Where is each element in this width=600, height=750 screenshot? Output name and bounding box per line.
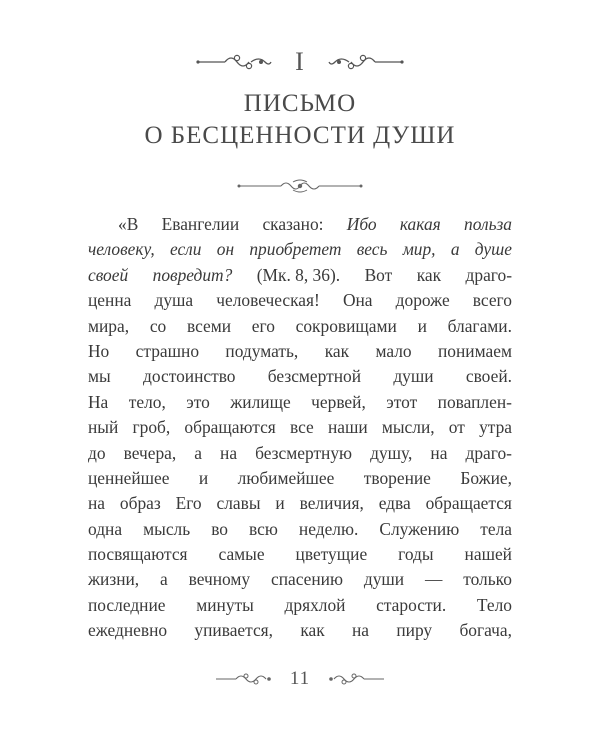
word: Вот (364, 264, 393, 285)
word: человеку, (88, 239, 155, 260)
word: на (352, 620, 370, 641)
word: ежедневно (88, 620, 168, 641)
word: едва (378, 493, 411, 514)
word: всего (472, 290, 512, 311)
word: и (198, 467, 209, 488)
word: польза (464, 214, 512, 234)
word: годы (398, 544, 434, 565)
word: его (251, 315, 275, 336)
word: спасению (270, 569, 343, 590)
word: если (169, 239, 202, 260)
word: мы (88, 366, 111, 387)
word: жилище (230, 391, 291, 412)
word: червей, (311, 391, 366, 412)
word: всю (249, 518, 278, 539)
text-line (88, 593, 512, 618)
word: со (149, 315, 167, 336)
word: образ (119, 493, 161, 514)
word: Божие, (460, 467, 512, 488)
word: тело, (128, 391, 166, 412)
page-number: 11 (289, 668, 311, 689)
word: и (417, 315, 427, 336)
word: обращается (425, 493, 512, 514)
word: ценна (88, 290, 132, 311)
chapter-heading (0, 42, 600, 82)
word: неделю. (298, 518, 359, 539)
word: минуты (196, 594, 254, 615)
text-line (88, 288, 512, 313)
text-line (88, 314, 512, 339)
word: ценнейшее (88, 467, 170, 488)
word: — (424, 569, 443, 590)
word: мира, (88, 315, 130, 336)
text-line (88, 237, 512, 262)
word: все (289, 417, 314, 438)
text-line (88, 466, 512, 491)
word: этот (386, 391, 418, 412)
page-footer (0, 664, 600, 694)
word: всеми (186, 315, 232, 336)
word: одна (88, 518, 123, 539)
text-line (88, 491, 512, 516)
footer-left-flourish-icon (214, 671, 276, 687)
word: нашей (464, 544, 512, 565)
word: дряхлой (284, 594, 346, 615)
word: Евангелии (161, 214, 240, 234)
word: величия, (299, 493, 364, 514)
text-line (88, 390, 512, 415)
text-line (88, 339, 512, 364)
word: творение (363, 467, 431, 488)
word: понимаем (438, 340, 512, 361)
word: своей. (465, 366, 512, 387)
word: душа (154, 290, 194, 311)
word: любимейшее (237, 467, 335, 488)
word: от (448, 417, 465, 438)
word: (Мк. 8, 36). (256, 264, 341, 285)
text-line (88, 263, 512, 288)
chapter-number: I (295, 47, 305, 76)
word: повредит? (152, 264, 233, 285)
text-line (88, 415, 512, 440)
word: мысли, (381, 417, 435, 438)
word: достоинство (143, 366, 236, 387)
word: мало (375, 340, 412, 361)
word: душе (474, 239, 512, 260)
word: Тело (476, 594, 512, 615)
word: Его (175, 493, 202, 514)
word: на (430, 442, 448, 463)
word: пиру (396, 620, 433, 641)
text-line (88, 517, 512, 542)
letter-body (88, 212, 512, 644)
word: а (160, 569, 168, 590)
word: упивается, (194, 620, 274, 641)
word: на (88, 493, 106, 514)
word: наши (327, 417, 368, 438)
word: старости. (376, 594, 447, 615)
word: богача, (459, 620, 512, 641)
word: Служению (379, 518, 460, 539)
word: цветущие (295, 544, 368, 565)
word: жизни, (88, 569, 140, 590)
word: душу, (370, 442, 413, 463)
word: самые (218, 544, 265, 565)
word: человеческая! (216, 290, 320, 311)
title-line-2: О БЕСЦЕННОСТИ ДУШИ (144, 122, 456, 149)
text-line (88, 212, 512, 237)
title-line-1: ПИСЬМО (243, 90, 357, 117)
word: тела (480, 518, 512, 539)
word: утра (479, 417, 512, 438)
word: Она (342, 290, 373, 311)
text-line (88, 441, 512, 466)
right-flourish-icon (327, 52, 405, 72)
word: подумать, (225, 340, 299, 361)
word: это (186, 391, 210, 412)
word: вечера, (123, 442, 177, 463)
word: драго- (465, 264, 512, 285)
word: какая (399, 214, 441, 234)
word: драго- (465, 442, 512, 463)
word: а (450, 239, 460, 260)
word: безсмертную (255, 442, 353, 463)
word: весь (356, 239, 388, 260)
word: ный (88, 417, 119, 438)
word: страшно (135, 340, 200, 361)
word: поваплен- (437, 391, 512, 412)
word: мир, (402, 239, 436, 260)
word: Но (88, 340, 110, 361)
word: и (275, 493, 285, 514)
word: дороже (395, 290, 450, 311)
word: только (463, 569, 512, 590)
word: как (324, 340, 350, 361)
word: «В (118, 214, 139, 234)
word: Ибо (346, 214, 377, 234)
word: на (220, 442, 238, 463)
word: гроб, (132, 417, 171, 438)
title-divider-icon (235, 176, 365, 196)
word: вечному (188, 569, 251, 590)
word: сокровищами (295, 315, 397, 336)
word: души (393, 366, 434, 387)
word: он (216, 239, 235, 260)
word: во (211, 518, 228, 539)
word: как (416, 264, 442, 285)
word: благами. (447, 315, 512, 336)
word: души (363, 569, 405, 590)
text-line (88, 542, 512, 567)
text-line (88, 567, 512, 592)
word: мысль (143, 518, 191, 539)
left-flourish-icon (195, 52, 273, 72)
word: посвящаются (88, 544, 188, 565)
word: На (88, 391, 109, 412)
word: до (88, 442, 106, 463)
word: обращаются (184, 417, 276, 438)
word: безсмертной (267, 366, 362, 387)
word: как (300, 620, 325, 641)
text-line (88, 618, 512, 643)
text-line (88, 364, 512, 389)
footer-right-flourish-icon (324, 671, 386, 687)
word: приобретет (249, 239, 342, 260)
word: славы (216, 493, 261, 514)
word: а (194, 442, 202, 463)
word: последние (88, 594, 166, 615)
word: сказано: (262, 214, 324, 234)
letter-title (0, 88, 600, 152)
word: своей (88, 264, 129, 285)
